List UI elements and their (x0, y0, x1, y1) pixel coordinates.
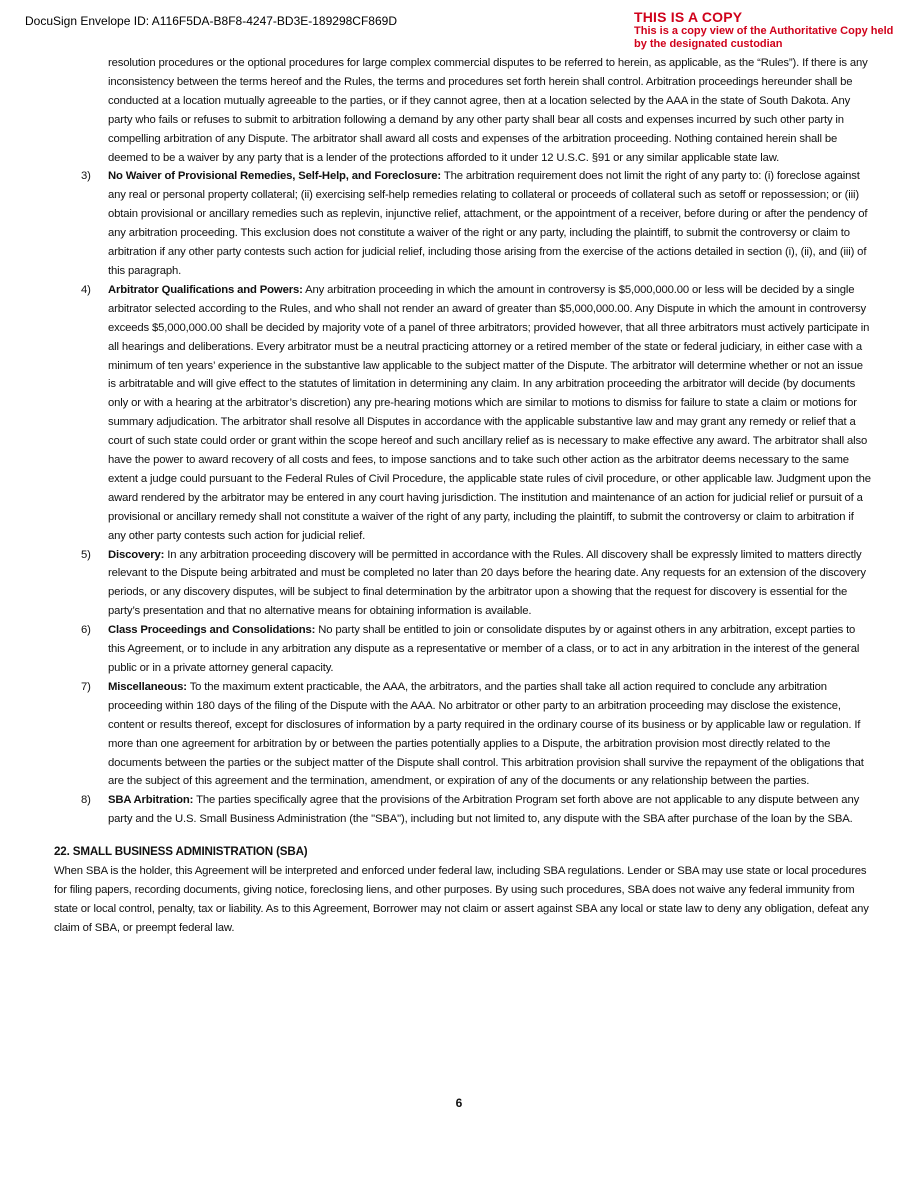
item-number: 7) (81, 680, 91, 693)
section-heading: 22. SMALL BUSINESS ADMINISTRATION (SBA) (54, 845, 308, 859)
intro-paragraph: resolution procedures or the optional procedures for large complex commercial disputes to be referred to herein, as applicable, as the “Rules”). If there is any inconsistency between the terms hereof and the Rules, the terms and procedures set forth herein shall control. Arbitration proceedings hereunder shall be conducted at a location mutually agreeable to the parties, or if they cannot agree, then at a location selected by the AAA in the state of South Dakota. Any party who fails or refuses to submit to arbitration following a demand by any other party shall bear all costs and expenses incurred by such other party in compelling arbitration of any Dispute. The arbitrator shall award all costs and expenses of the arbitration proceeding. Nothing contained herein shall be deemed to be a waiver by any party that is a lender of the protections afforded to it under 12 U.S.C. §91 or any similar applicable state law. (108, 57, 868, 164)
item-number: 3) (81, 170, 91, 183)
document-body (54, 54, 872, 938)
item-text: No party shall be entitled to join or consolidate disputes by or against others in any arbitration, except parties to this Agreement, or to include in any arbitration any dispute as a representative or member of a class, or to act in any arbitration in the interest of the general public or in a private attorney general capacity. (108, 624, 860, 674)
item-text: To the maximum extent practicable, the AAA, the arbitrators, and the parties shall take all action required to conclude any arbitration proceeding within 180 days of the filing of the Dispute with the AAA. No arbitrator or other party to an arbitration proceeding may disclose the existence, content or results thereof, except for disclosures of information by a party required in the ordinary course of its business or by applicable law or regulation. If more than one agreement for arbitration by or between the parties potentially applies to a Dispute, the arbitration provision most directly related to the documents between the parties or the subject matter of the Dispute shall control. This arbitration provision shall survive the repayment of the obligations that are the subject of this agreement and the termination, amendment, or expiration of any of the documents or any relationship between the parties. (108, 680, 864, 788)
envelope-id: DocuSign Envelope ID: A116F5DA-B8F8-4247-BD3E-189298CF869D (25, 14, 397, 28)
list-item (54, 678, 872, 791)
item-title: Discovery: (108, 548, 165, 561)
item-number: 4) (81, 283, 91, 296)
item-title: SBA Arbitration: (108, 794, 194, 807)
item-text: The arbitration requirement does not limit the right of any party to: (i) foreclose against any real or personal property collateral; (ii) exercising self-help remedies relating to collateral or proceeds of collateral such as setoff or repossession; or (iii) obtain provisional or ancillary remedies such as replevin, injunctive relief, attachment, or the appointment of a receiver, before during or after the pendency of any arbitration proceeding. This exclusion does not constitute a waiver of the right or any party, including the plaintiff, to submit the controversy or claim to arbitration if any other party contests such action for judicial relief, including those arising from the exercise of the actions detailed in section (i), (ii), and (iii) of this paragraph. (108, 170, 868, 277)
arbitration-list (54, 167, 872, 829)
item-number: 6) (81, 624, 91, 637)
item-title: Arbitrator Qualifications and Powers: (108, 283, 303, 296)
item-text: In any arbitration proceeding discovery will be permitted in accordance with the Rules. All discovery shall be expressly limited to matters directly relevant to the Dispute being arbitrated and must be completed no later than 20 days before the hearing date. Any requests for an extension of the discovery periods, or any discovery disputes, will be subject to final determination by the arbitrator upon a showing that the request for discovery is essential for the party’s presentation and that no alternative means for obtaining information is available. (108, 548, 866, 618)
item-text: The parties specifically agree that the provisions of the Arbitration Program set forth above are not applicable to any dispute between any party and the U.S. Small Business Administration (the "SBA"), including but not limited to, any dispute with the SBA after purchase of the loan by the SBA. (108, 794, 860, 826)
item-title: Class Proceedings and Consolidations: (108, 624, 316, 637)
item-text: Any arbitration proceeding in which the amount in controversy is $5,000,000.00 or less will be decided by a single arbitrator selected according to the Rules, and who shall not render an award of greater than $5,000,000.00. Any Dispute in which the amount in controversy exceeds $5,000,000.00 shall be decided by majority vote of a panel of three arbitrators; provided however, that all three arbitrators must actively participate in all hearings and deliberations. Every arbitrator must be a neutral practicing attorney or a retired member of the state or federal judiciary, in either case with a minimum of ten years’ experience in the substantive law applicable to the subject matter of the Dispute. The arbitrator will determine whether or not an issue is arbitratable and will give effect to the statutes of limitation in determining any claim. In any arbitration proceeding the arbitrator will decide (by documents only or with a hearing at the arbitrator’s discretion) any pre-hearing motions which are similar to motions to dismiss for failure to state a claim or motions for summary adjudication. The arbitrator shall resolve all Disputes in accordance with the applicable substantive law and may grant any remedy or relief that a court of such state could order or grant within the scope hereof and such ancillary relief as is necessary to make effective any award. The arbitrator shall also have the power to award recovery of all costs and fees, to impose sanctions and to take such other action as the arbitrator deems necessary to the same extent a judge could pursuant to the Federal Rules of Civil Procedure, the applicable state rules of civil procedure, or other applicable law. Judgment upon the award rendered by the arbitrator may be entered in any court having jurisdiction. The institution and maintenance of an action for judicial relief or pursuit of a provisional or ancillary remedy shall not constitute a waiver of the right of any party, including the plaintiff, to submit the controversy or claim to arbitration if any other party contests such action for judicial relief. (108, 283, 871, 542)
item-number: 8) (81, 794, 91, 807)
list-item (54, 546, 872, 622)
copy-line-2: by the designated custodian (634, 38, 783, 50)
list-item (54, 791, 872, 829)
copy-title: THIS IS A COPY (634, 9, 743, 25)
list-item (54, 281, 872, 546)
list-item (54, 621, 872, 678)
item-number: 5) (81, 548, 91, 561)
copy-line-1: This is a copy view of the Authoritative Copy held (634, 25, 894, 37)
copy-notice (634, 9, 918, 51)
section-body: When SBA is the holder, this Agreement will be interpreted and enforced under federal law, including SBA regulations. Lender or SBA may use state or local procedures for filing papers, recording documents, giving notice, foreclosing liens, and other purposes. By using such procedures, SBA does not waive any federal immunity from state or local control, penalty, tax or liability. As to this Agreement, Borrower may not claim or assert against SBA any local or state law to deny any obligation, defeat any claim of SBA, or preempt federal law. (54, 865, 869, 934)
page-number: 6 (455, 1096, 463, 1110)
list-item (54, 167, 872, 280)
item-title: No Waiver of Provisional Remedies, Self-Help, and Foreclosure: (108, 170, 442, 183)
item-title: Miscellaneous: (108, 680, 187, 693)
